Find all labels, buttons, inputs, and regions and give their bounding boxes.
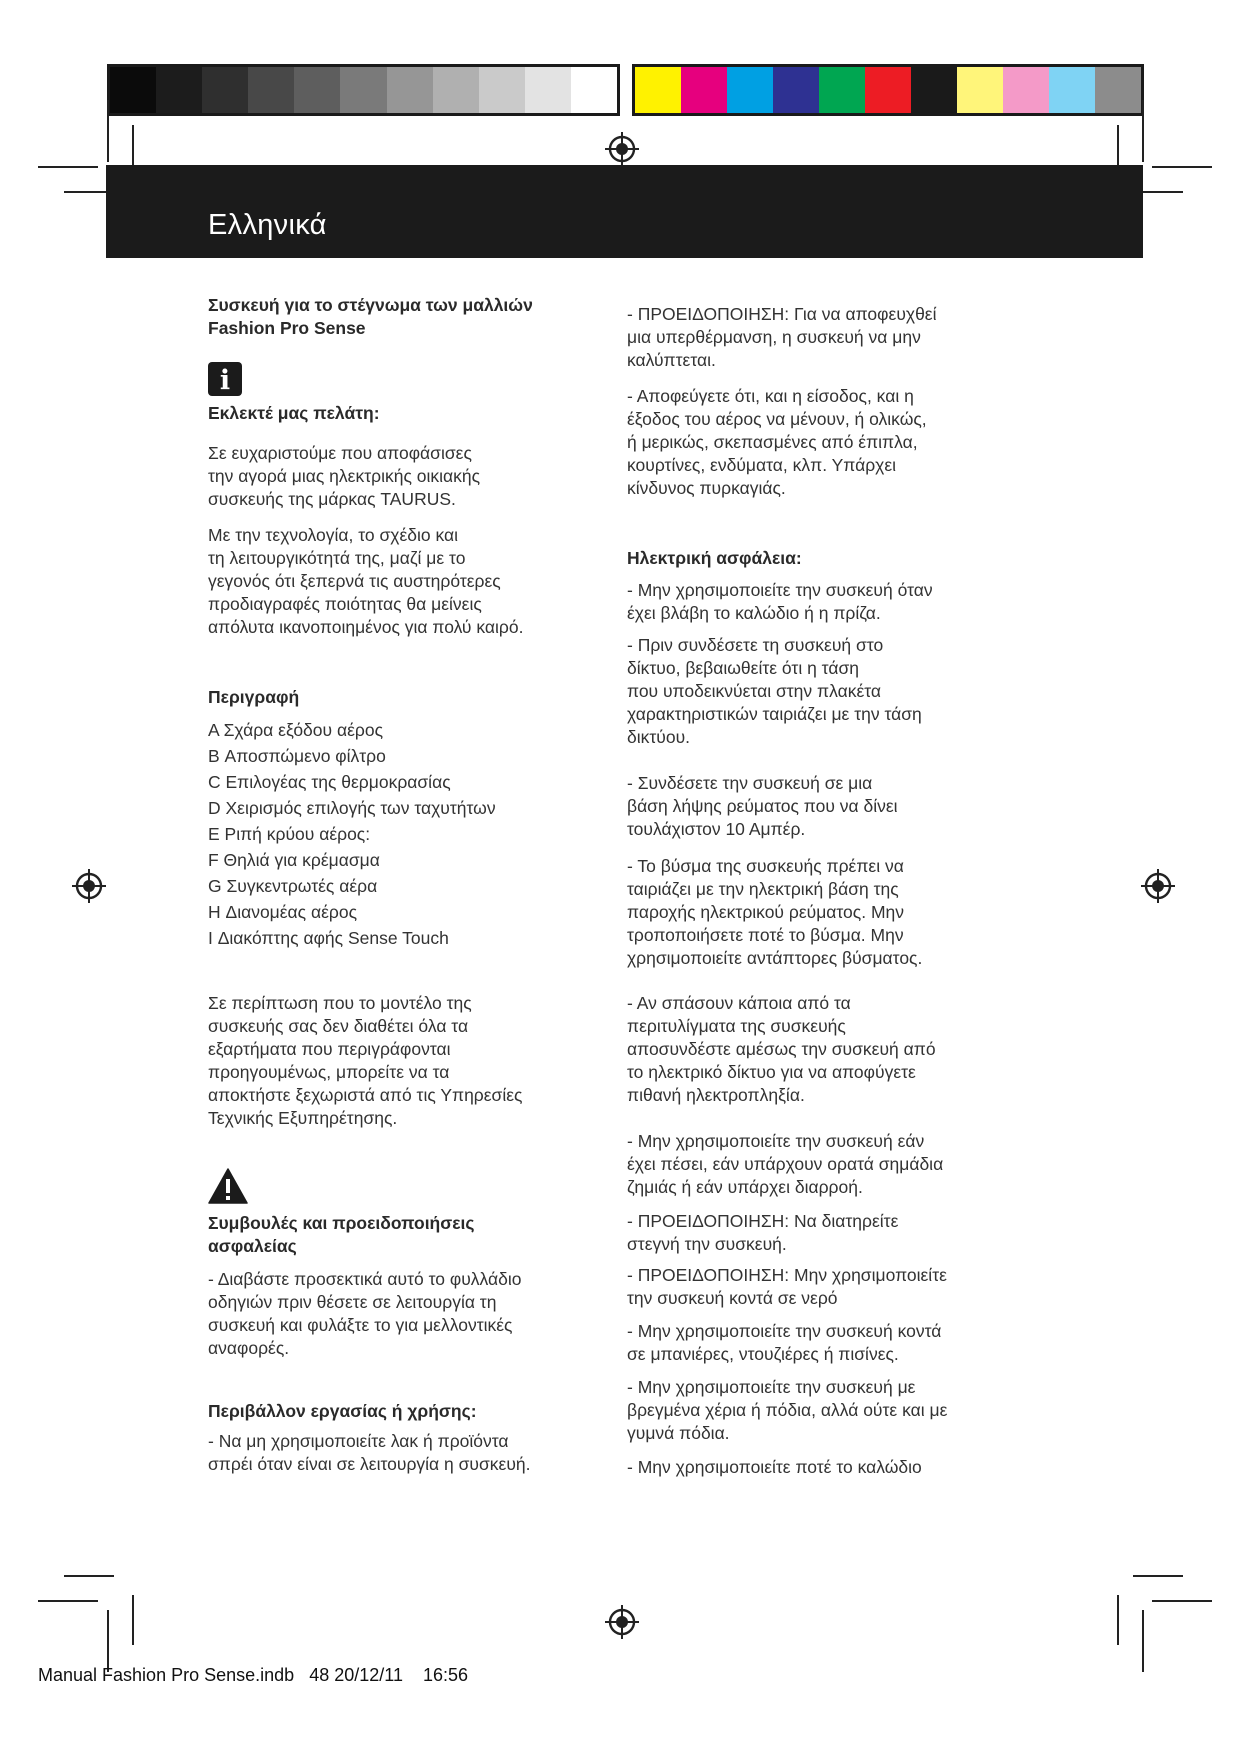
crop-mark [1152, 166, 1212, 168]
color-swatch [156, 67, 202, 113]
crop-mark [1142, 100, 1144, 162]
electrical-item: - Το βύσμα της συσκευής πρέπει να ταιριάζει με την ηλεκτρική βάση της παροχής ηλεκτρικού ρεύματος. Μην τροποποιήσετε ποτέ το βύσμα. Μην χρησιμοποιείτε αντάπτορες βύσματος. [627, 856, 923, 968]
color-swatch [957, 67, 1003, 113]
electrical-item: - Αν σπάσουν κάποια από τα περιτυλίγματα της συσκευής αποσυνδέστε αμέσως την συσκευή από το ηλεκτρικό δίκτυο για να αποφύγετε πιθανή ηλεκτροπληξία. [627, 993, 936, 1105]
list-item: I Διακόπτης αφής Sense Touch [208, 928, 449, 948]
color-swatch [110, 67, 156, 113]
list-item: D Χειρισμός επιλογής των ταχυτήτων [208, 798, 496, 818]
print-slug: Manual Fashion Pro Sense.indb 48 20/12/11 16:56 [38, 1665, 469, 1685]
crop-mark [64, 1575, 114, 1577]
color-swatch [819, 67, 865, 113]
color-swatch [773, 67, 819, 113]
crop-mark [1142, 1610, 1144, 1672]
safety-heading: Συμβουλές και προειδοποιήσεις ασφαλείας [208, 1213, 475, 1256]
intro-paragraph-1: Σε ευχαριστούμε που αποφάσισες την αγορά μιας ηλεκτρικής οικιακής συσκευής της μάρκας TAURUS. [208, 443, 481, 509]
color-swatch [248, 67, 294, 113]
list-item: C Επιλογέας της θερμοκρασίας [208, 772, 451, 792]
electrical-item: - Συνδέσετε την συσκευή σε μια βάση λήψης ρεύματος που να δίνει τουλάχιστον 10 Αμπέρ. [627, 773, 898, 839]
color-swatch [635, 67, 681, 113]
crop-mark [38, 1600, 98, 1602]
registration-mark-icon [1141, 869, 1175, 903]
color-swatch [1003, 67, 1049, 113]
language-title: Ελληνικά [208, 209, 327, 241]
intro-paragraph-2: Με την τεχνολογία, το σχέδιο και τη λειτουργικότητά της, μαζί με το γεγονός ότι ξεπερνά τις αυστηρότερες προδιαγραφές ποιότητας θα μείνεις απόλυτα ικανοποιημένος για πολύ καιρό. [208, 525, 524, 637]
color-swatch [727, 67, 773, 113]
color-swatch [911, 67, 957, 113]
electrical-item: - Πριν συνδέσετε τη συσκευή στο δίκτυο, βεβαιωθείτε ότι η τάση που υποδεικνύεται στην πλακέτα χαρακτηριστικών ταιριάζει με την τάση δικτύου. [627, 635, 922, 747]
list-item: G Συγκεντρωτές αέρα [208, 876, 378, 896]
crop-mark [132, 1595, 134, 1645]
parts-list [208, 717, 496, 951]
crop-mark [38, 166, 98, 168]
customer-heading: Εκλεκτέ μας πελάτη: [208, 403, 380, 423]
electrical-item: - ΠΡΟΕΙΔΟΠΟΙΗΣΗ: Μην χρησιμοποιείτε την συσκευή κοντά σε νερό [627, 1265, 947, 1308]
info-icon: i [208, 362, 242, 396]
list-item: H Διανομέας αέρος [208, 902, 358, 922]
color-scale-bar [632, 64, 1144, 116]
language-header [106, 165, 1143, 258]
color-swatch [387, 67, 433, 113]
registration-mark-icon [605, 1605, 639, 1639]
list-item: B Αποσπώμενο φίλτρο [208, 746, 386, 766]
color-swatch [865, 67, 911, 113]
crop-mark [107, 100, 109, 162]
crop-mark [1152, 1600, 1212, 1602]
description-heading: Περιγραφή [208, 687, 300, 707]
crop-mark [1133, 1575, 1183, 1577]
registration-mark-icon [605, 132, 639, 166]
environment-text: - Να μη χρησιμοποιείτε λακ ή προϊόντα σπρέι όταν είναι σε λειτουργία η συσκευή. [208, 1431, 531, 1474]
avoid-covering: - Αποφεύγετε ότι, και η είσοδος, και η έξοδος του αέρος να μένουν, ή ολικώς, ή μερικώς, σκεπασμένες από έπιπλα, κουρτίνες, ενδύματα, κλπ. Υπάρχει κίνδυνος πυρκαγιάς. [627, 386, 927, 498]
electrical-item: - Μην χρησιμοποιείτε την συσκευή όταν έχει βλάβη το καλώδιο ή η πρίζα. [627, 580, 933, 623]
parts-note: Σε περίπτωση που το μοντέλο της συσκευής σας δεν διαθέτει όλα τα εξαρτήματα που περιγράφονται προηγουμένως, μπορείτε να τα αποκτήστε ξεχωριστά από τις Υπηρεσίες Τεχνικής Εξυπηρέτησης. [208, 993, 523, 1128]
color-swatch [525, 67, 571, 113]
crop-mark [107, 1610, 109, 1672]
environment-heading: Περιβάλλον εργασίας ή χρήσης: [208, 1401, 477, 1421]
list-item: F Θηλιά για κρέμασμα [208, 850, 380, 870]
list-item: E Ριπή κρύου αέρος: [208, 824, 371, 844]
safety-text: - Διαβάστε προσεκτικά αυτό το φυλλάδιο οδηγιών πριν θέσετε σε λειτουργία τη συσκευή και φυλάξτε το για μελλοντικές αναφορές. [208, 1269, 522, 1358]
warning-overheating: - ΠΡΟΕΙΔΟΠΟΙΗΣΗ: Για να αποφευχθεί μια υπερθέρμανση, η συσκευή να μην καλύπτεται. [627, 304, 937, 370]
electrical-item: - Μην χρησιμοποιείτε την συσκευή με βρεγμένα χέρια ή πόδια, αλλά ούτε και με γυμνά πόδια. [627, 1377, 948, 1443]
color-swatch [340, 67, 386, 113]
list-item: A Σχάρα εξόδου αέρος [208, 720, 383, 740]
color-swatch [681, 67, 727, 113]
color-swatch [202, 67, 248, 113]
color-swatch [571, 67, 617, 113]
warning-icon [208, 1168, 248, 1204]
electrical-item: - Μην χρησιμοποιείτε την συσκευή εάν έχει πέσει, εάν υπάρχουν ορατά σημάδια ζημιάς ή εάν υπάρχει διαρροή. [627, 1131, 944, 1197]
grey-scale-bar [107, 64, 620, 116]
product-title: Συσκευή για το στέγνωμα των μαλλιών Fashion Pro Sense [208, 295, 533, 338]
color-swatch [1095, 67, 1141, 113]
electrical-item: - Μην χρησιμοποιείτε την συσκευή κοντά σε μπανιέρες, ντουζιέρες ή πισίνες. [627, 1321, 942, 1364]
electrical-item: - Μην χρησιμοποιείτε ποτέ το καλώδιο [627, 1457, 922, 1477]
color-swatch [1049, 67, 1095, 113]
crop-mark [1117, 1595, 1119, 1645]
electrical-item: - ΠΡΟΕΙΔΟΠΟΙΗΣΗ: Να διατηρείτε στεγνή την συσκευή. [627, 1211, 899, 1254]
color-swatch [479, 67, 525, 113]
color-swatch [433, 67, 479, 113]
electrical-safety-heading: Ηλεκτρική ασφάλεια: [627, 548, 802, 568]
color-swatch [294, 67, 340, 113]
registration-mark-icon [72, 869, 106, 903]
